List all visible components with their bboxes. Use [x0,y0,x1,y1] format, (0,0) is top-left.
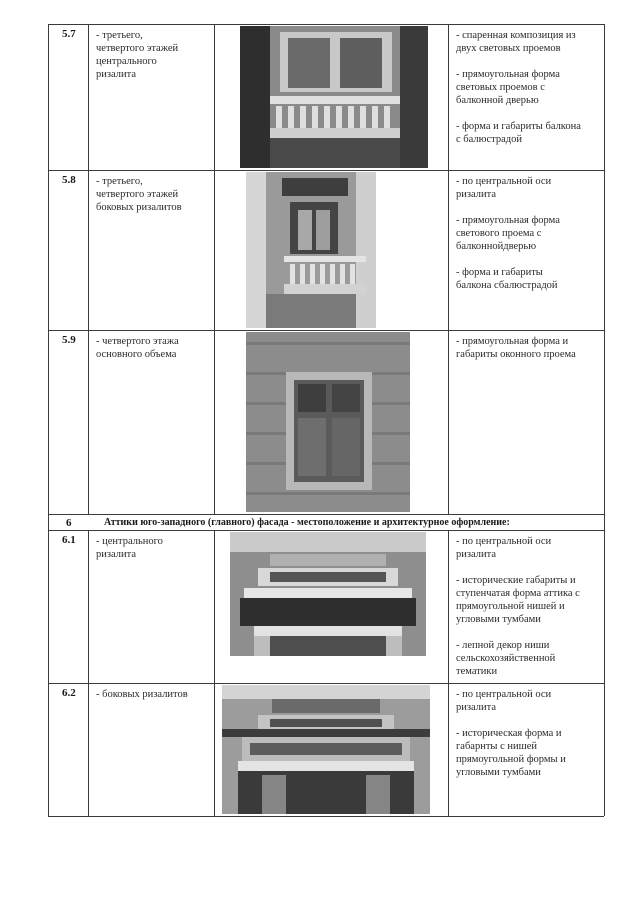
photo-attic-side [222,685,430,814]
features-description: - по центральной оси ризалита - прямоугольная форма светового проема с балконнойдверью - форма и габариты балкона сбалюстрадой [456,176,560,291]
element-description: - центрального ризалита [96,536,163,560]
row-divider [48,514,604,515]
element-description: - боковых ризалитов [96,689,188,700]
col-divider [448,530,449,816]
features-description: - прямоугольная форма и габариты оконного проема [456,336,576,360]
table-border-top [48,24,604,25]
row-number: 5.9 [62,334,76,346]
col-divider [88,530,89,816]
features-description: - спаренная композиция из двух световых проемов - прямоугольная форма световых проемов с балконной дверью - форма и габариты балкона с балюстрадой [456,30,581,145]
element-description: - третьего, четвертого этажей центрального ризалита [96,30,179,80]
row-number: 5.8 [62,174,76,186]
features-description: - по центральной оси ризалита - историческая форма и габарнты с нишей прямоугольной формы и угловыми тумбами [456,689,566,778]
photo-attic-central [230,532,426,656]
col-divider [214,530,215,816]
photo-balcony-side [246,172,376,328]
table-border-bottom [48,816,604,817]
row-number: 6.1 [62,534,76,546]
row-divider [48,170,604,171]
row-divider [48,330,604,331]
row-divider [48,683,604,684]
row-divider [48,530,604,531]
row-number: 6.2 [62,687,76,699]
section-number: 6 [66,517,72,529]
photo-window [246,332,410,512]
col-divider [448,24,449,514]
table-border-right [604,24,605,816]
table-border-left [48,24,49,816]
photo-balcony-central [240,26,428,168]
col-divider [214,24,215,514]
col-divider [88,24,89,514]
element-description: - четвертого этажа основного объема [96,336,179,360]
row-number: 5.7 [62,28,76,40]
element-description: - третьего, четвертого этажей боковых ризалитов [96,176,182,213]
features-description: - по центральной оси ризалита - исторические габариты и ступенчатая форма аттика с прямоугольной нишей и угловыми тумбами - лепной декор ниши сельскохозяйственной тематики [456,536,580,677]
section-title: Аттики юго-западного (главного) фасада - местоположение и архитектурное оформление: [104,517,510,528]
